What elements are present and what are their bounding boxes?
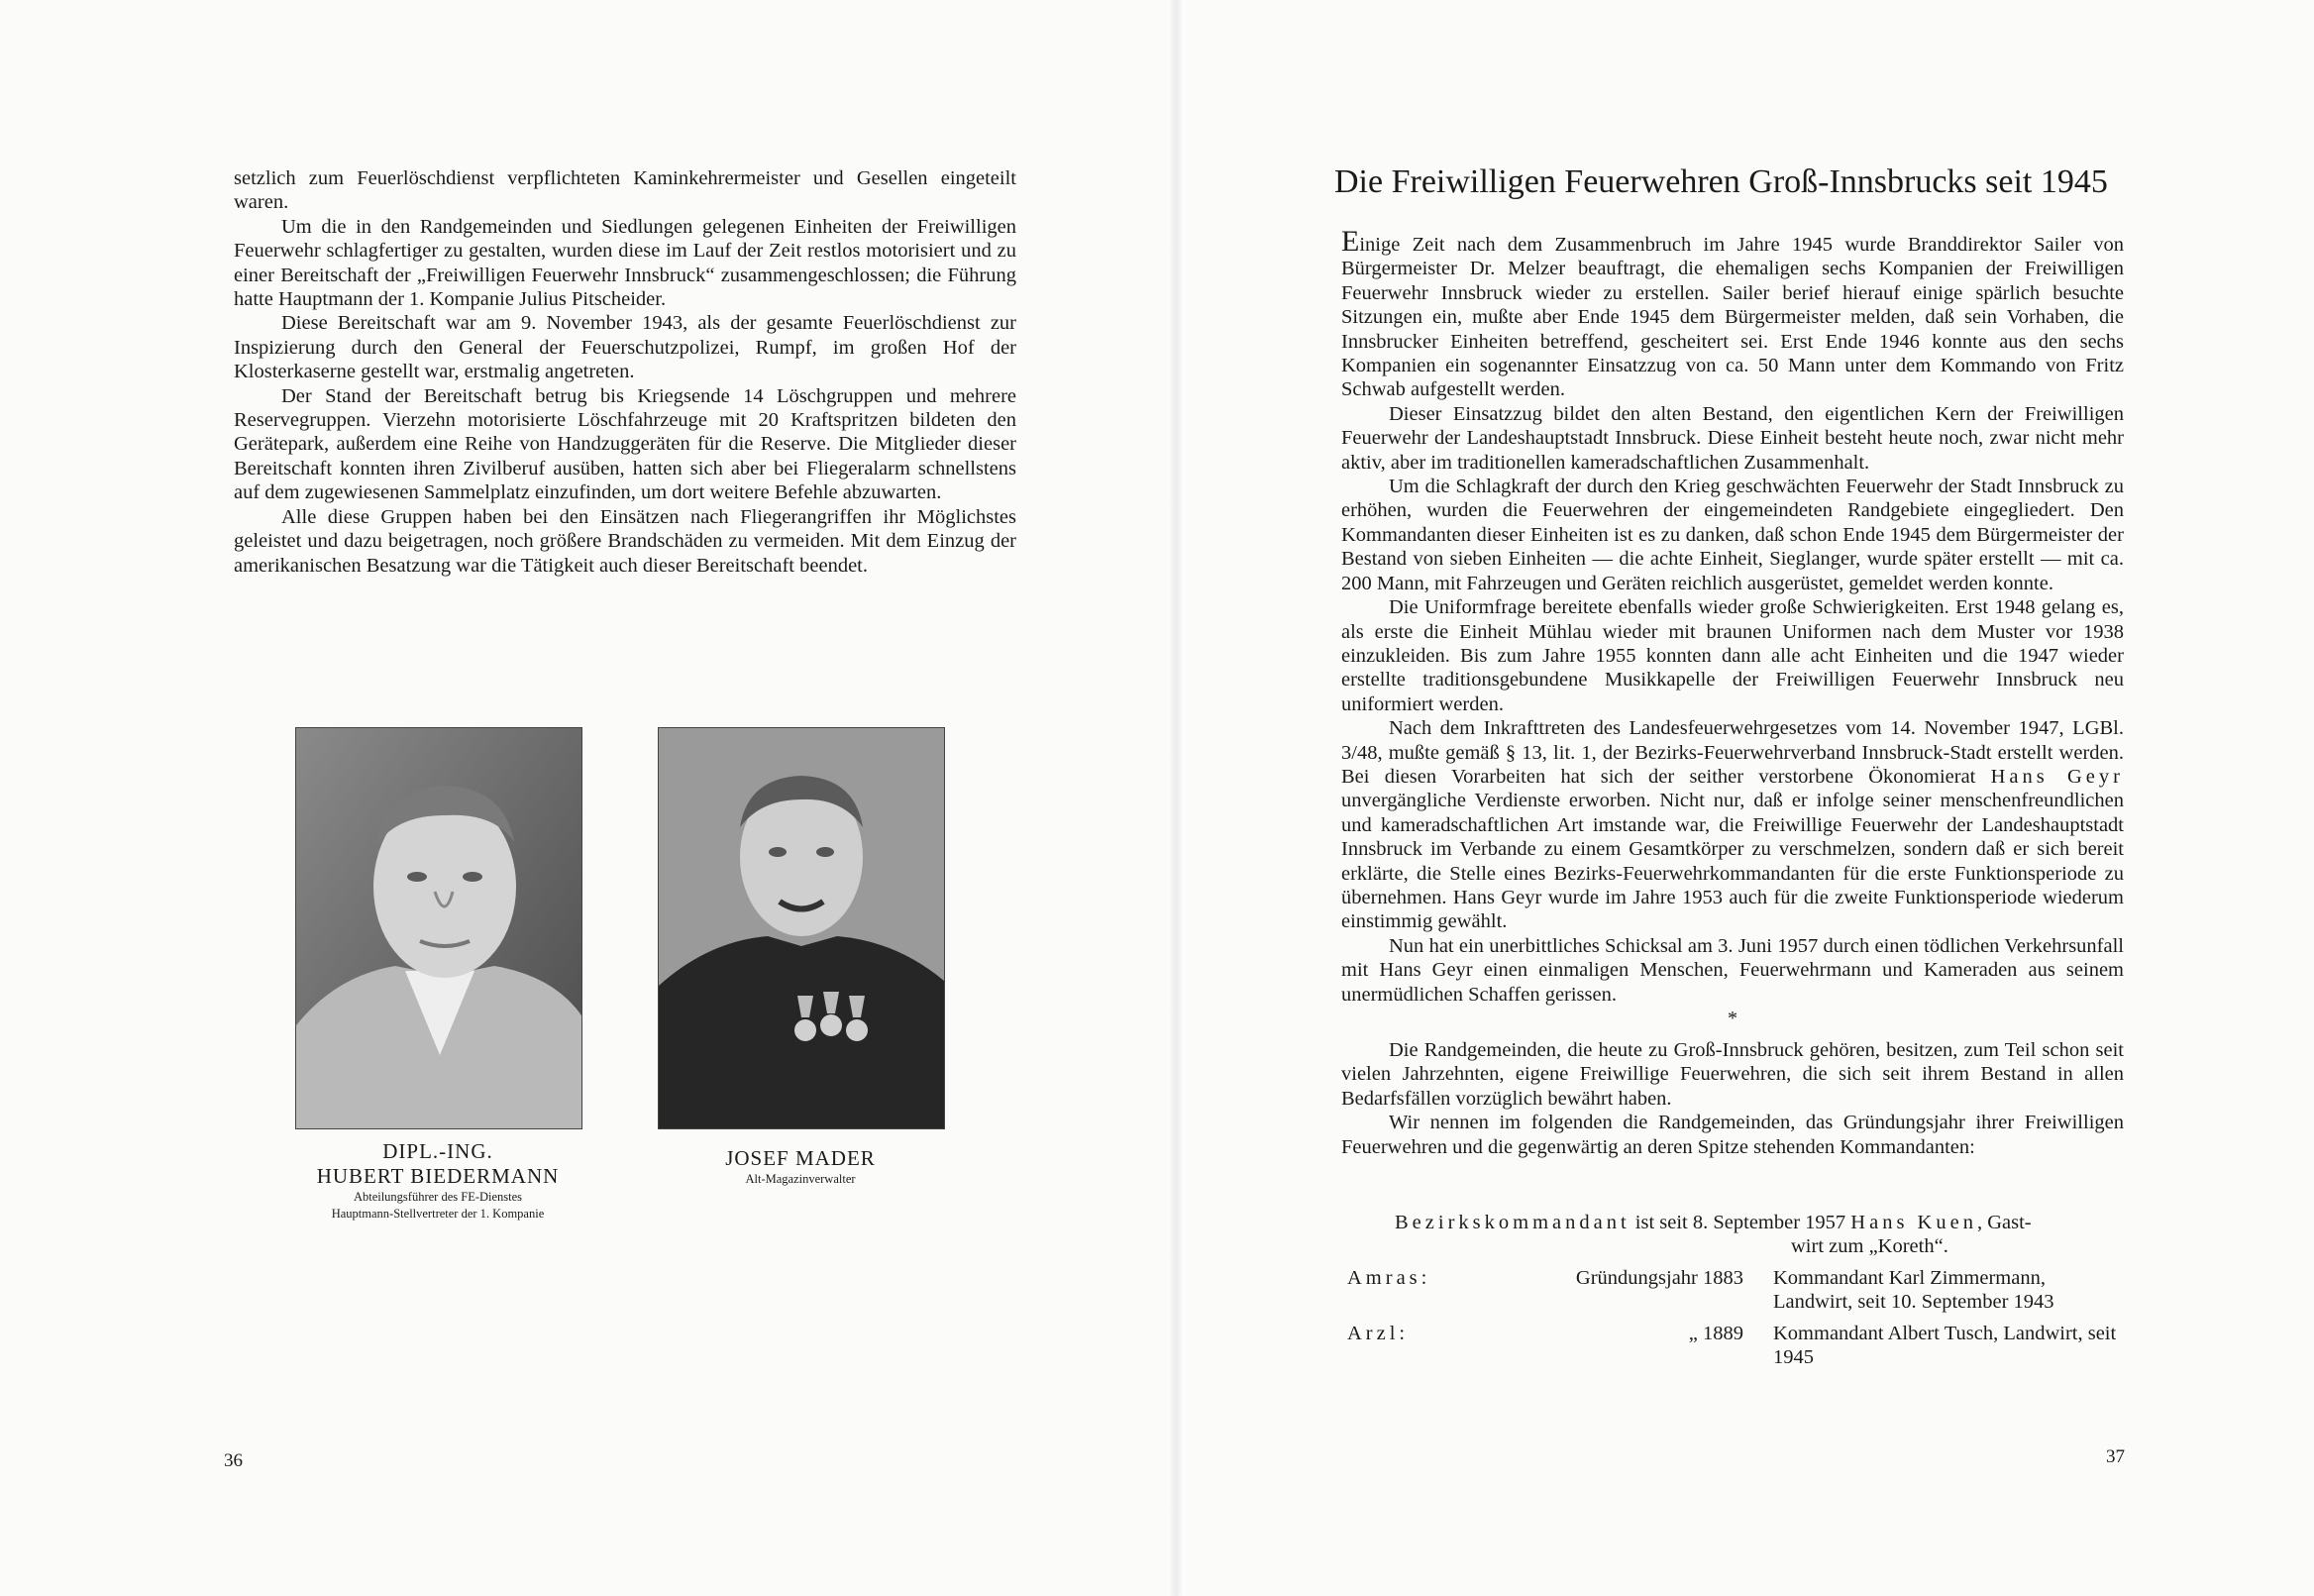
left-body-text xyxy=(234,166,1016,578)
roster-head-text: ist seit 8. September 1957 xyxy=(1634,1212,1846,1233)
paragraph: Wir nennen im folgenden die Randgemeinden, das Gründungsjahr ihrer Freiwilligen Feuerwehren und die gegenwärtig an deren Spitze stehenden Kommandanten: xyxy=(1341,1112,2124,1158)
paragraph: Um die Schlagkraft der durch den Krieg geschwächten Feuerwehr der Stadt Innsbruck zu erhöhen, wurden die Feuerwehren der eingemeindeten Randgebiete eingegliedert. Den Kommandanten dieser Einheiten ist es zu danken, daß schon Ende 1945 dem Bürgermeister der Bestand von sieben Einheiten — die achte Einheit, Sieglanger, wurde später erstellt — mit ca. 200 Mann, mit Fahrzeugen und Geräten reichlich ausgerüstet, gemeldet werden konnte. xyxy=(1341,476,2124,594)
caption-name: DIPL.-ING. xyxy=(382,1139,493,1163)
roster-place: Amras: xyxy=(1347,1267,1431,1289)
caption-subtitle: Alt-Magazinverwalter xyxy=(745,1172,856,1186)
paragraph xyxy=(1341,225,2124,402)
roster-head-name: Hans Kuen xyxy=(1850,1212,1977,1233)
caption-name: JOSEF MADER xyxy=(725,1146,876,1170)
paragraph: Die Randgemeinden, die heute zu Groß-Innsbruck gehören, besitzen, zum Teil schon seit vielen Jahrzehnten, eigene Freiwillige Feuerwehren, die sich seit ihrem Bestand in allen Bedarfsfällen vorzüglich bewährt haben. xyxy=(1341,1039,2124,1110)
roster-year: „ 1889 xyxy=(1688,1323,1743,1344)
roster-year: Gründungsjahr 1883 xyxy=(1575,1267,1743,1289)
caption-subtitle: Hauptmann-Stellvertreter der 1. Kompanie xyxy=(331,1207,545,1221)
paragraph: Dieser Einsatzzug bildet den alten Bestand, den eigentlichen Kern der Freiwilligen Feuerwehr der Landeshauptstadt Innsbruck. Diese Einheit besteht heute noch, zwar nicht mehr aktiv, aber im traditionellen kameradschaftlichen Zusammenhalt. xyxy=(1341,402,2124,474)
section-separator: * xyxy=(1728,1008,1737,1029)
portrait-photo-mader xyxy=(658,727,945,1129)
right-page xyxy=(1185,0,2314,1596)
paragraph-text: Nach dem Inkrafttreten des Landesfeuerwehrgesetzes vom 14. November 1947, LGBl. 3/48, mußte gemäß § 13, lit. 1, der Bezirks-Feuerwehrverband Innsbruck-Stadt erstellt werden. Bei diesen Vorarbeiten hat sich der seither verstorbene Ökonomierat xyxy=(1341,717,2124,788)
paragraph: Alle diese Gruppen haben bei den Einsätzen nach Fliegerangriffen ihr Möglichstes geleistet und dazu beigetragen, noch größere Brandschäden zu vermeiden. Mit dem Einzug der amerikanischen Besatzung war die Tätigkeit auch dieser Bereitschaft beendet. xyxy=(234,505,1016,577)
paragraph: Um die in den Randgemeinden und Siedlungen gelegenen Einheiten der Freiwilligen Feuerwehr schlagfertiger zu gestalten, wurden diese im Lauf der Zeit restlos motorisiert und zu einer Bereitschaft der „Freiwilligen Feuerwehr Innsbruck“ zusammengeschlossen; die Führung hatte Hauptmann der 1. Kompanie Julius Pitscheider. xyxy=(234,215,1016,311)
book-gutter xyxy=(1167,0,1185,1596)
paragraph: Diese Bereitschaft war am 9. November 1943, als der gesamte Feuerlöschdienst zur Inspizierung durch den General der Feuerschutzpolizei, Rumpf, im großen Hof der Klosterkaserne gestellt war, erstmalig angetreten. xyxy=(234,312,1016,383)
caption-subtitle: Abteilungsführer des FE-Dienstes xyxy=(353,1190,523,1204)
page-number: 37 xyxy=(2106,1446,2125,1467)
portrait-photo-biedermann xyxy=(295,727,582,1129)
right-body-text xyxy=(1341,225,2124,1159)
photo-caption-mader xyxy=(628,1146,973,1188)
roster-header xyxy=(1347,1211,2130,1258)
paragraph: Der Stand der Bereitschaft betrug bis Kriegsende 14 Löschgruppen und mehrere Reservegruppen. Vierzehn motorisierte Löschfahrzeuge mit 20 Kraftspritzen bildeten den Gerätepark, außerdem eine Reihe von Handzuggeräten für die Reserve. Die Mitglieder dieser Bereitschaft konnten ihren Zivilberuf ausüben, hatten sich aber bei Fliegeralarm schnellstens auf dem zugewiesenen Sammelplatz einzufinden, um dort weitere Befehle abzuwarten. xyxy=(234,384,1016,504)
paragraph xyxy=(1341,716,2124,934)
drop-cap: E xyxy=(1341,225,1360,258)
spaced-name: Hans Geyr xyxy=(1990,765,2124,788)
caption-name: HUBERT BIEDERMANN xyxy=(316,1164,560,1188)
roster-head-line2: wirt zum „Koreth“. xyxy=(1791,1235,1948,1257)
page-number: 36 xyxy=(224,1450,243,1471)
chapter-title: Die Freiwilligen Feuerwehren Groß-Innsbrucks seit 1945 xyxy=(1334,163,2108,200)
paragraph-text: unvergängliche Verdienste erworben. Nicht nur, daß er infolge seiner menschenfreundlichen und kameradschaftlichen Art imstande war, die Freiwillige Feuerwehr der Landeshauptstadt Innsbruck im Verbande zu einem Gesamtkörper zu verschmelzen, sondern daß er sich bereit erklärte, die Stelle eines Bezirks-Feuerwehrkommandanten für die erste Funktionsperiode zu übernehmen. Hans Geyr wurde im Jahre 1953 auch für die zweite Funktionsperiode wiederum einstimmig gewählt. xyxy=(1341,790,2124,933)
commander-roster xyxy=(1347,1211,2130,1377)
roster-place: Arzl: xyxy=(1347,1323,1410,1344)
roster-head-rest: , Gast- xyxy=(1976,1212,2032,1233)
roster-head-label: Bezirkskommandant xyxy=(1395,1212,1630,1233)
paragraph: setzlich zum Feuerlöschdienst verpflichteten Kaminkehrermeister und Gesellen eingeteilt waren. xyxy=(234,167,1016,214)
paragraph: Die Uniformfrage bereitete ebenfalls wieder große Schwierigkeiten. Erst 1948 gelang es, als erste die Einheit Mühlau wieder mit braunen Uniformen nach dem Muster vor 1938 einzukleiden. Bis zum Jahre 1955 konnten dann alle acht Einheiten und die 1947 wieder erstellte traditionsgebundene Musikkapelle der Freiwilligen Feuerwehr Innsbruck neu uniformiert werden. xyxy=(1341,596,2124,715)
roster-commander: Kommandant Albert Tusch, Landwirt, seit 1945 xyxy=(1773,1323,2117,1368)
roster-row xyxy=(1347,1322,2130,1369)
roster-row xyxy=(1347,1266,2130,1314)
paragraph: Nun hat ein unerbittliches Schicksal am 3. Juni 1957 durch einen tödlichen Verkehrsunfall mit Hans Geyr einen einmaligen Menschen, Feuerwehrmann und Kameraden aus seinem unermüdlichen Schaffen gerissen. xyxy=(1341,934,2124,1006)
paragraph-text: inige Zeit nach dem Zusammenbruch im Jahre 1945 wurde Branddirektor Sailer von Bürgermeister Dr. Melzer beauftragt, die ehemaligen sechs Kompanien der Freiwilligen Feuerwehr Innsbruck wieder zu erstellen. Sailer berief hierauf einige spärlich besuchte Sitzungen ein, mußte aber Ende 1945 dem Bürgermeister melden, daß sein Vorhaben, die Innsbrucker Einheiten betreffend, gescheitert sei. Erst Ende 1946 konnte aus den sechs Kompanien ein sogenannter Einsatzzug von ca. 50 Mann unter dem Kommando von Fritz Schwab aufgestellt werden. xyxy=(1341,234,2124,401)
photo-caption-biedermann xyxy=(265,1139,610,1223)
roster-commander: Kommandant Karl Zimmermann, Landwirt, seit 10. September 1943 xyxy=(1773,1267,2054,1313)
